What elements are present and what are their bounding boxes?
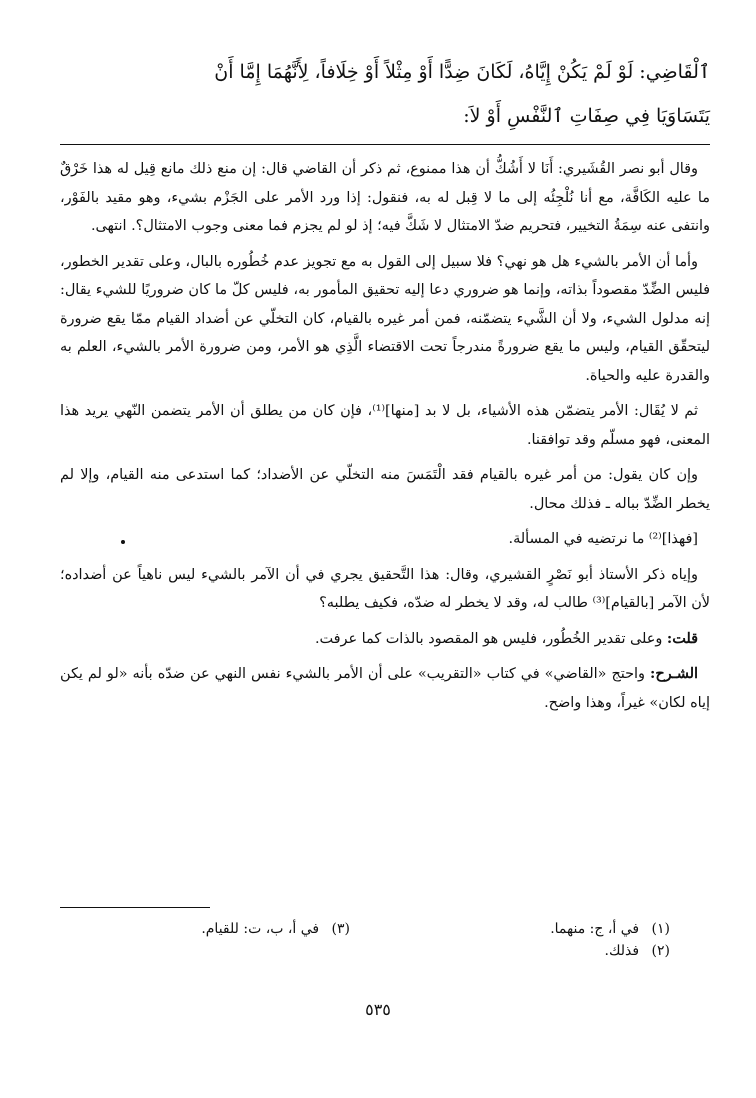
matn-text: [60, 50, 710, 138]
footnote-3: [90, 918, 350, 940]
qult-label: قلت:: [666, 629, 698, 647]
footnote-2-number: (٢): [651, 943, 670, 959]
sharh-text: واحتج «القاضي» في كتاب «التقريب» على أن الأمر بالشيء نفس النهي عن ضدّه بأنه «لو لم يكن إياه لكان» غيراً، وهذا واضح.: [60, 666, 710, 711]
footnote-row-1: [90, 918, 670, 940]
footnote-1-text: في أ، ج: منهما.: [550, 921, 640, 937]
footnote-1-number: (١): [651, 921, 670, 937]
footnotes: [90, 918, 670, 962]
paragraph-la-yuqal: ثم لا يُقَال: الأمر يتضمّن هذه الأشياء، بل لا بد [منها]⁽¹⁾، فإن كان من يطلق أن الأمر يتضمن النّهي يريد هذا المعنى، فهو مسلّم وقد توافقنا.: [60, 403, 710, 448]
matn-divider: [60, 144, 710, 145]
footnote-divider: [60, 907, 210, 908]
matn-line-1: ٱلْقَاضِي: لَوْ لَمْ يَكُنْ إِيَّاهُ، لَكَانَ ضِدًّا أَوْ مِثْلاً أَوْ خِلَافاً، لِأَنَّهُمَا إِمَّا أَنْ: [214, 61, 710, 83]
footnote-2-text: فذلك.: [604, 943, 640, 959]
paragraph-in-kana: وإن كان يقول: من أمر غيره بالقيام فقد الْتَمَسَ منه التخلّي عن الأضداد؛ كما استدعى منه القيام، وإلا لم يخطر الضِّدّ بباله ـ فذلك محال.: [60, 467, 710, 512]
footnote-row-2: [90, 940, 670, 962]
paragraph-fahadha: [فهذا]⁽²⁾ ما نرتضيه في المسألة.: [508, 531, 698, 547]
sharh-label: الشـرح:: [650, 665, 698, 682]
page-number: ٥٣٥: [365, 1000, 391, 1019]
paragraph-qult: [60, 625, 710, 654]
qult-text: وعلى تقدير الخُطُور، فليس هو المقصود بالذات كما عرفت.: [314, 630, 663, 647]
paragraph-ustadh: وإياه ذكر الأستاذ أبو نَصْرٍ القشيري، وقال: هذا التَّحقيق يجري في أن الآمر بالشيء ليس ناهياً عن أضداده؛ لأن الآمر [بالقيام]⁽³⁾ طالب له، وقد لا يخطر له ضدّه، فكيف يطلبه؟: [60, 566, 710, 611]
footnote-3-number: (٣): [331, 921, 350, 937]
paragraph-sharh: [60, 660, 710, 717]
matn-line-2: يَتَسَاوَيَا فِي صِفَاتِ ٱلنَّفْسِ أَوْ لاَ:: [463, 105, 710, 127]
footnote-1: [370, 918, 670, 940]
footnote-3-text: في أ، ب، ت: للقيام.: [201, 921, 320, 937]
page-body: [60, 50, 710, 724]
stray-dot: [121, 540, 125, 544]
paragraph-amr-nahy: وأما أن الأمر بالشيء هل هو نهي؟ فلا سبيل إلى القول به مع تجويز عدم خُطُوره بالبال، وعلى تقدير الخطور، فليس الضِّدّ مقصوداً بذاته، وإنما هو ضروري دعا إليه تحقيق المأمور به، فليس كلّ ما كان ضروريًا للشيء يقال: إنه مدلول الشيء، ولا أن الشَّيء يتضمّنه، فمن أمر غيره بالقيام، كان التخلّي عن أضداد القيام ممّا يقع ضرورة ليتحقّق القيام، وليس ما يقع ضرورةً مندرجاً تحت الاقتضاء الَّذِي هو الأمر، ومن ضرورة الأمر بالشيء، العلم به والقدرة عليه والحياة.: [60, 253, 710, 384]
paragraph-qushayri: وقال أبو نصر القُشَيري: أَنَا لا أَشُكُّ أن هذا ممنوع، ثم ذكر أن القاضي قال: إن منع ذلك مانع قِيل له هذا خَرْقٌ ما عليه الكَافَّة، مع أنا نُلْجِئُه إلى ما لا قِبل له به، فنقول: إذا ورد الأمر على الجَزْم بشيء، وهو مقيد بالفَوْر، وانتفى عنه سِمَةُ التخيير، فتحريم ضدّ الامتثال لا شَكَّ فيه؛ إذ لو لم يجزم فما معنى وجوب الامتثال؟. انتهى.: [60, 161, 710, 234]
footnote-2: [370, 940, 670, 962]
